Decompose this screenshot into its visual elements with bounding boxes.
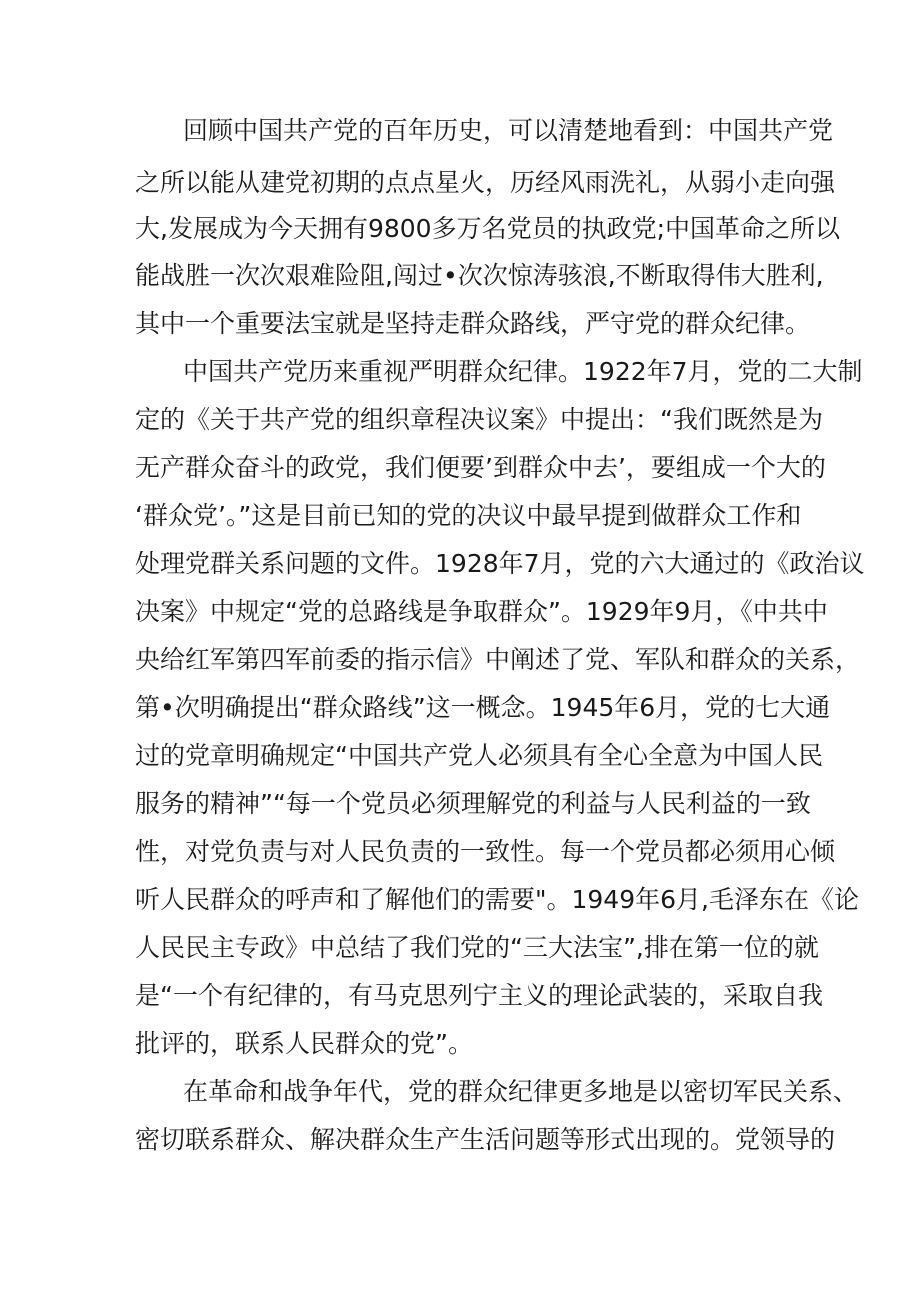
paragraph-2-line-15: 批评的，联系人民群众的党”。 bbox=[135, 1029, 473, 1058]
paragraph-1-line-4: 能战胜一次次艰难险阻,闯过•次次惊涛骇浪,不断取得伟大胜利, bbox=[135, 261, 824, 290]
paragraph-2-line-2: 定的《关于共产党的组织章程决议案》中提出：“我们既然是为 bbox=[135, 405, 823, 434]
paragraph-2-line-1: 中国共产党历来重视严明群众纪律。1922年7月，党的二大制 bbox=[183, 357, 863, 386]
paragraph-2-line-10: 服务的精神”“每一个党员必须理解党的利益与人民利益的一致 bbox=[135, 789, 811, 818]
paragraph-2-line-6: 决案》中规定“党的总路线是争取群众”。1929年9月，《中共中 bbox=[135, 597, 828, 626]
paragraph-2-line-11: 性，对党负责与对人民负责的一致性。每一个党员都必须用心倾 bbox=[135, 837, 836, 866]
paragraph-2-line-5: 处理党群关系问题的文件。1928年7月，党的六大通过的《政治议 bbox=[135, 549, 865, 578]
paragraph-2-line-4: ‘群众党’。”这是目前已知的党的决议中最早提到做群众工作和 bbox=[135, 501, 802, 530]
paragraph-2-line-9: 过的党章明确规定“中国共产党人必须具有全心全意为中国人民 bbox=[135, 741, 823, 770]
paragraph-3-line-1: 在革命和战争年代，党的群众纪律更多地是以密切军民关系、 bbox=[183, 1077, 859, 1106]
paragraph-2-line-3: 无产群众奋斗的政党，我们便要’到群众中去’，要组成一个大的 bbox=[135, 453, 826, 482]
paragraph-2-line-13: 人民民主专政》中总结了我们党的“三大法宝”,排在第一位的就 bbox=[135, 933, 819, 962]
paragraph-3-line-2: 密切联系群众、解决群众生产生活问题等形式出现的。党领导的 bbox=[135, 1125, 836, 1154]
paragraph-2-line-8: 第•次明确提出“群众路线”这一概念。1945年6月，党的七大通 bbox=[135, 693, 831, 722]
paragraph-2-line-14: 是“一个有纪律的，有马克思列宁主义的理论武装的，采取自我 bbox=[135, 981, 823, 1010]
paragraph-1-line-1: 回顾中国共产党的百年历史，可以清楚地看到：中国共产党 bbox=[183, 116, 834, 145]
paragraph-2-line-7: 央给红军第四军前委的指示信》中阐述了党、军队和群众的关系， bbox=[135, 645, 861, 674]
paragraph-1-line-5: 其中一个重要法宝就是坚持走群众路线，严守党的群众纪律。 bbox=[135, 309, 811, 338]
paragraph-1-line-2: 之所以能从建党初期的点点星火，历经风雨洗礼，从弱小走向强 bbox=[135, 168, 836, 197]
paragraph-2-line-12: 听人民群众的呼声和了解他们的需要"。1949年6月,毛泽东在《论 bbox=[135, 885, 859, 914]
paragraph-1-line-3: 大,发展成为今天拥有9800多万名党员的执政党;中国革命之所以 bbox=[135, 214, 840, 243]
